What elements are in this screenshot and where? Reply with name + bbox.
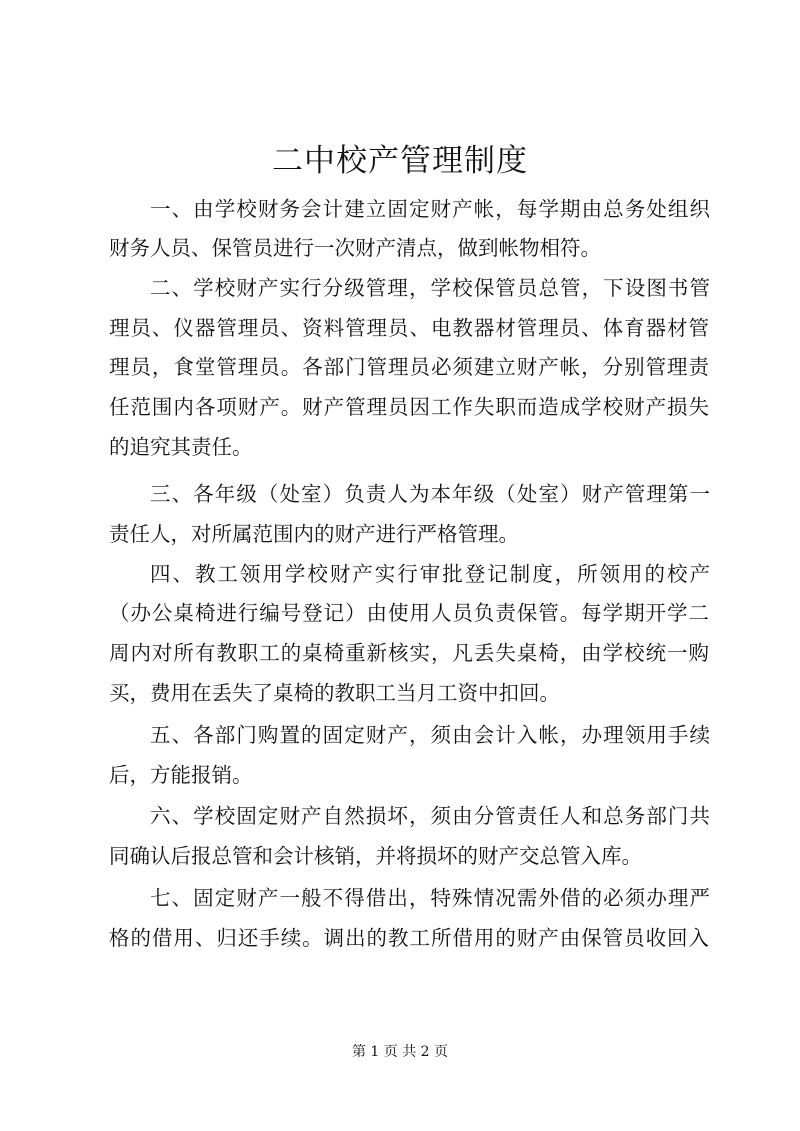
text-line: 后，方能报销。 — [109, 763, 253, 787]
text-line: 理员，食堂管理员。各部门管理员必须建立财产帐，分别管理责 — [109, 355, 709, 379]
text-line: 一、由学校财务会计建立固定财产帐，每学期由总务处组织 — [150, 197, 710, 221]
document-title: 二中校产管理制度 — [272, 143, 528, 179]
text-line: 二、学校财产实行分级管理，学校保管员总管，下设图书管 — [150, 276, 710, 300]
page-number-footer: 第 1 页 共 2 页 — [351, 1044, 449, 1060]
text-line: 同确认后报总管和会计核销，并将损坏的财产交总管入库。 — [109, 844, 642, 868]
text-line: 五、各部门购置的固定财产，须由会计入帐，办理领用手续 — [150, 723, 710, 747]
text-line: 财务人员、保管员进行一次财产清点，做到帐物相符。 — [109, 236, 601, 260]
text-line: 任范围内各项财产。财产管理员因工作失职而造成学校财产损失 — [109, 395, 709, 419]
text-line: 的追究其责任。 — [109, 435, 253, 459]
text-line: 三、各年级（处室）负责人为本年级（处室）财产管理第一 — [150, 482, 710, 506]
text-line: 周内对所有教职工的桌椅重新核实，凡丢失桌椅，由学校统一购 — [109, 641, 709, 665]
text-line: 买，费用在丢失了桌椅的教职工当月工资中扣回。 — [109, 681, 560, 705]
text-line: （办公桌椅进行编号登记）由使用人员负责保管。每学期开学二 — [109, 601, 709, 625]
text-line: 责任人，对所属范围内的财产进行严格管理。 — [109, 522, 519, 546]
text-line: 理员、仪器管理员、资料管理员、电教器材管理员、体育器材管 — [109, 316, 709, 340]
text-line: 四、教工领用学校财产实行审批登记制度，所领用的校产 — [150, 562, 710, 586]
text-line: 六、学校固定财产自然损坏，须由分管责任人和总务部门共 — [150, 804, 710, 828]
text-line: 七、固定财产一般不得借出，特殊情况需外借的必须办理严 — [150, 886, 710, 910]
text-line: 格的借用、归还手续。调出的教工所借用的财产由保管员收回入 — [109, 926, 709, 950]
